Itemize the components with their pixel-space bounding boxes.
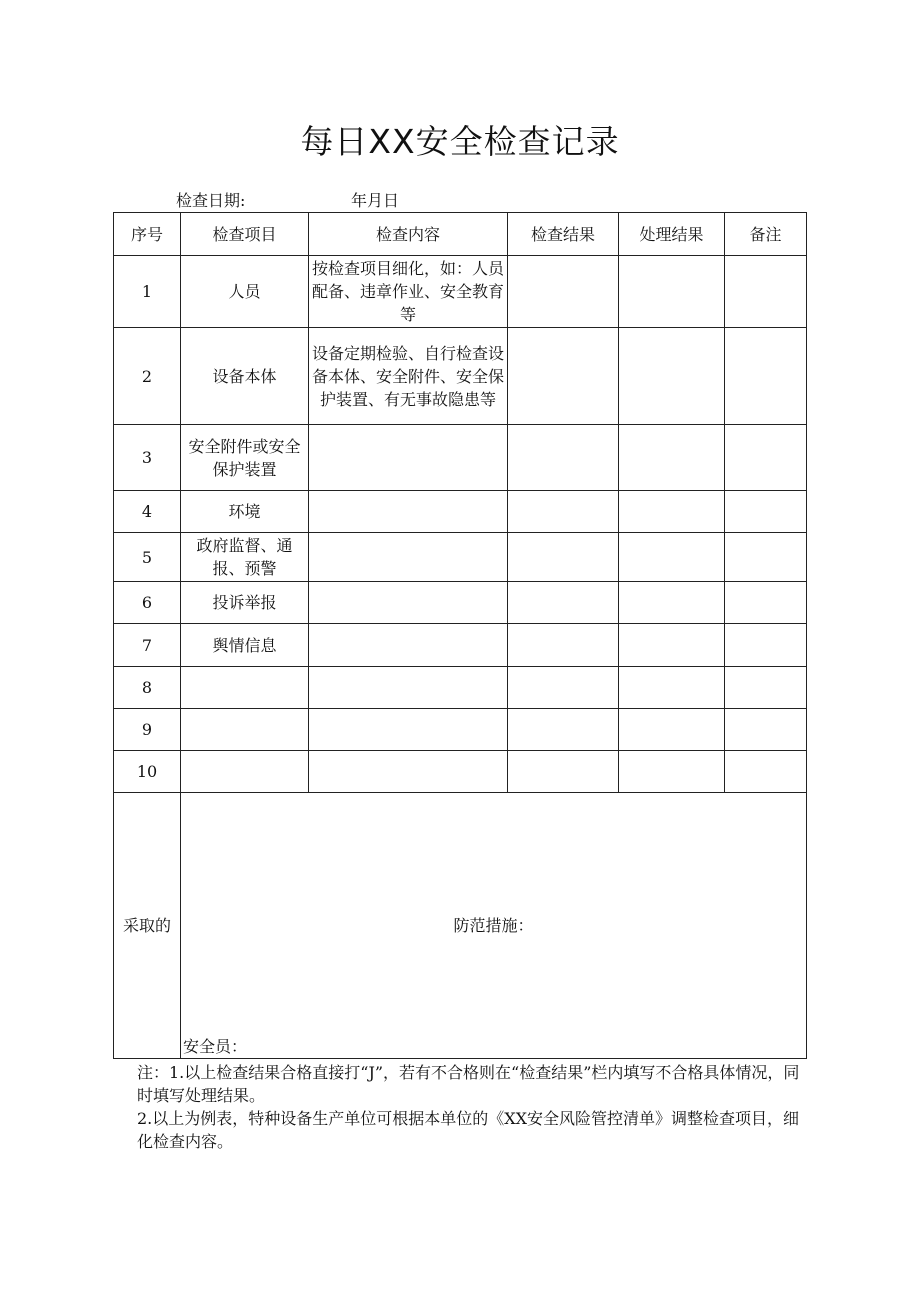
row-no: 2 [114, 328, 181, 425]
row-handling-cell[interactable] [619, 709, 725, 751]
header-handling: 处理结果 [619, 213, 725, 256]
row-handling-cell[interactable] [619, 533, 725, 582]
row-no: 8 [114, 667, 181, 709]
row-remark-cell[interactable] [725, 709, 807, 751]
row-content [309, 667, 508, 709]
row-no: 9 [114, 709, 181, 751]
table-row [114, 709, 807, 751]
inspection-date-label: 检查日期: [176, 191, 246, 210]
row-remark-cell[interactable] [725, 491, 807, 533]
header-no: 序号 [114, 213, 181, 256]
row-remark-cell[interactable] [725, 582, 807, 624]
row-result-cell[interactable] [508, 751, 619, 793]
table-row [114, 425, 807, 491]
row-remark-cell[interactable] [725, 533, 807, 582]
row-item: 环境 [181, 491, 309, 533]
row-content [309, 624, 508, 667]
row-content [309, 425, 508, 491]
row-handling-cell[interactable] [619, 425, 725, 491]
row-no: 1 [114, 256, 181, 328]
row-handling-cell[interactable] [619, 491, 725, 533]
row-result-cell[interactable] [508, 709, 619, 751]
row-item: 人员 [181, 256, 309, 328]
prevention-label-left: 采取的 [114, 793, 181, 1059]
row-item: 舆情信息 [181, 624, 309, 667]
row-content: 按检查项目细化，如：人员配备、违章作业、安全教育等 [309, 256, 508, 328]
table-row [114, 582, 807, 624]
row-remark-cell[interactable] [725, 624, 807, 667]
row-result-cell[interactable] [508, 425, 619, 491]
row-remark-cell[interactable] [725, 425, 807, 491]
page-title: 每日XX安全检查记录 [300, 122, 620, 161]
row-item [181, 667, 309, 709]
prevention-measures-cell[interactable] [181, 793, 807, 1059]
row-handling-cell[interactable] [619, 328, 725, 425]
row-item: 投诉举报 [181, 582, 309, 624]
row-handling-cell[interactable] [619, 751, 725, 793]
row-remark-cell[interactable] [725, 667, 807, 709]
row-handling-cell[interactable] [619, 667, 725, 709]
row-content [309, 491, 508, 533]
row-no: 6 [114, 582, 181, 624]
row-content [309, 533, 508, 582]
row-result-cell[interactable] [508, 582, 619, 624]
row-no: 10 [114, 751, 181, 793]
row-result-cell[interactable] [508, 491, 619, 533]
inspection-record-table [113, 212, 807, 1059]
inspection-date-value: 年月日 [351, 191, 400, 210]
row-result-cell[interactable] [508, 624, 619, 667]
table-row [114, 256, 807, 328]
table-header-row [114, 213, 807, 256]
table-row [114, 751, 807, 793]
row-content [309, 751, 508, 793]
row-handling-cell[interactable] [619, 256, 725, 328]
row-content: 设备定期检验、自行检查设备本体、安全附件、安全保护装置、有无事故隐患等 [309, 328, 508, 425]
table-row [114, 491, 807, 533]
header-remark: 备注 [725, 213, 807, 256]
prevention-row [114, 793, 807, 1059]
row-result-cell[interactable] [508, 533, 619, 582]
note-2: 2.以上为例表，特种设备生产单位可根据本单位的《XX安全风险管控清单》调整检查项目，细化检查内容。 [137, 1109, 800, 1151]
row-result-cell[interactable] [508, 328, 619, 425]
row-handling-cell[interactable] [619, 582, 725, 624]
table-row [114, 667, 807, 709]
row-content [309, 709, 508, 751]
header-content: 检查内容 [309, 213, 508, 256]
row-item: 安全附件或安全保护装置 [181, 425, 309, 491]
row-remark-cell[interactable] [725, 328, 807, 425]
note-1: 注：1.以上检查结果合格直接打“J”，若有不合格则在“检查结果”栏内填写不合格具体情况，同时填写处理结果。 [137, 1063, 800, 1105]
header-item: 检查项目 [181, 213, 309, 256]
row-remark-cell[interactable] [725, 751, 807, 793]
row-item: 设备本体 [181, 328, 309, 425]
table-row [114, 533, 807, 582]
row-result-cell[interactable] [508, 256, 619, 328]
header-result: 检查结果 [508, 213, 619, 256]
row-no: 4 [114, 491, 181, 533]
row-item [181, 751, 309, 793]
row-result-cell[interactable] [508, 667, 619, 709]
row-handling-cell[interactable] [619, 624, 725, 667]
row-remark-cell[interactable] [725, 256, 807, 328]
row-no: 5 [114, 533, 181, 582]
row-no: 3 [114, 425, 181, 491]
row-item [181, 709, 309, 751]
table-row [114, 328, 807, 425]
row-no: 7 [114, 624, 181, 667]
safety-officer-label: 安全员： [183, 1037, 248, 1056]
table-row [114, 624, 807, 667]
notes-section [137, 1061, 807, 1153]
row-item: 政府监督、通报、预警 [181, 533, 309, 582]
row-content [309, 582, 508, 624]
prevention-label-right: 防范措施： [453, 916, 534, 935]
